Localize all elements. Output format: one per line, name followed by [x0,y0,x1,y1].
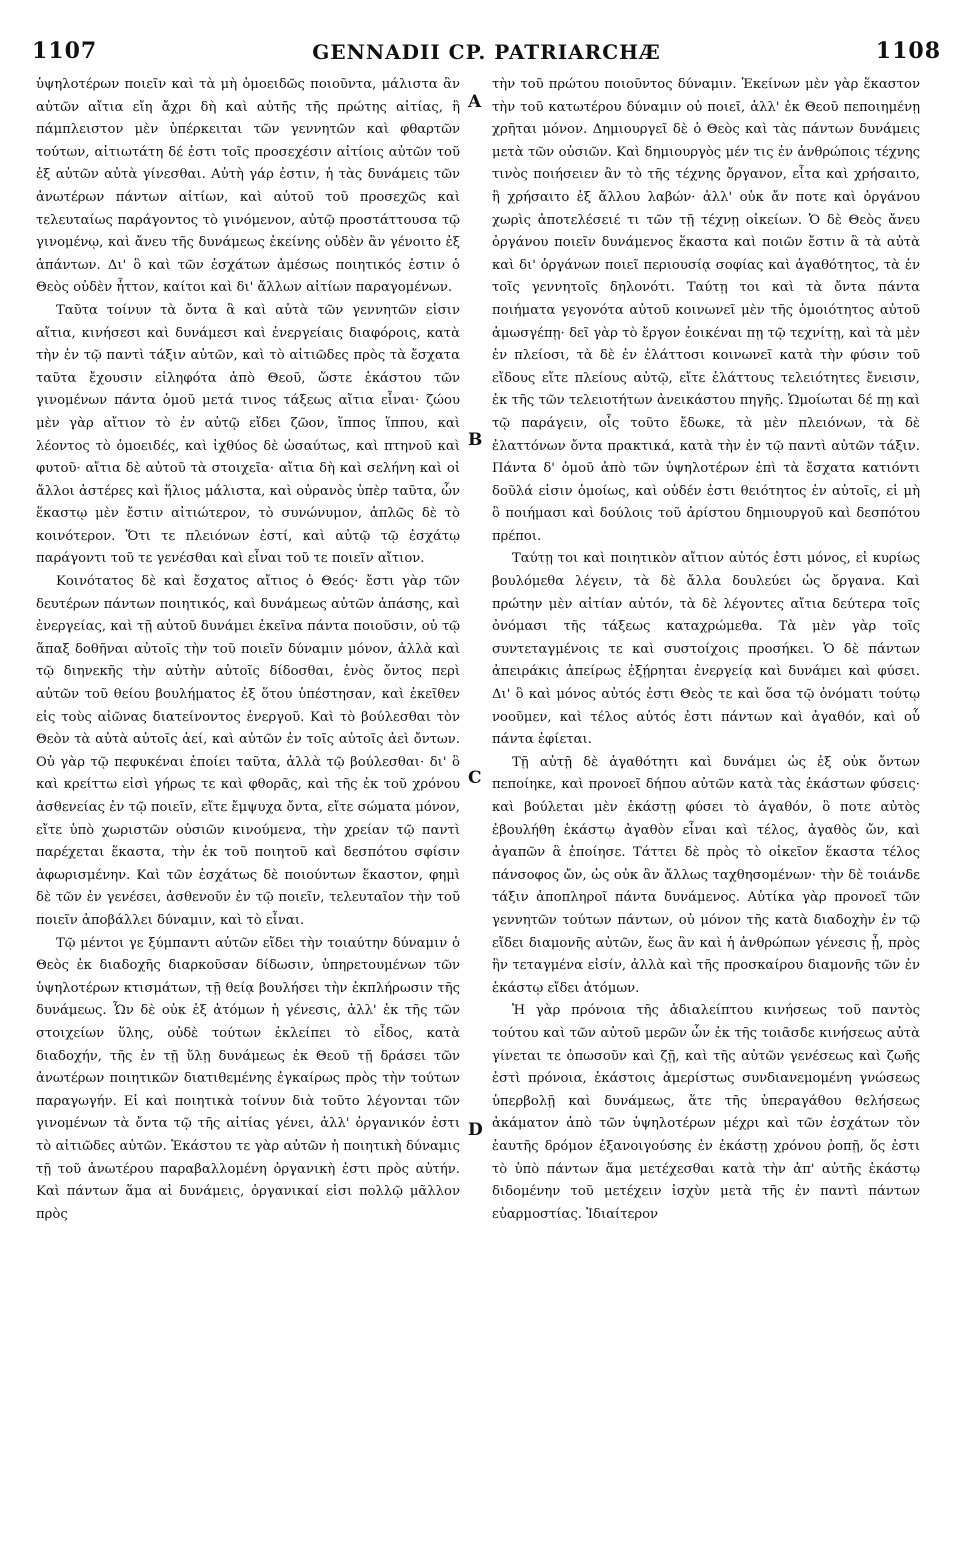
section-marker-b: B [468,430,483,450]
paragraph: Ταύτῃ τοι καὶ ποιητικὸν αἴτιον αὐτός ἐστι μόνος, εἰ κυρίως βουλόμεθα λέγειν, τὰ δὲ ἄλλα δουλεύει ὡς ὄργανα. Καὶ πρώτην μὲν αἰτίαν αὐτόν, τὰ δὲ λέγοντες αἴτια δεύτερα τοῖς ὀνόμασι τῆς τάξεως καταχρώμεθα. Τὰ μὲν γὰρ τοῖς συντεταγμένοις τε καὶ συστοίχοις προσήκει. Ὁ δὲ πάντων ἀπειράκις ἀπείρως ἐξῄρηται ἐνεργείᾳ καὶ δυνάμει καὶ φύσει. Δι' ὃ καὶ μόνος αὐτός ἐστι Θεὸς τε καὶ ὅσα τῷ ὀνόματι τούτῳ νοοῦμεν, καὶ τέλος αὐτός ἐστι πάντων καὶ ἀγαθόν, καὶ οὗ πάντα ἐφίεται. [492,551,920,748]
section-marker-c: C [468,768,482,788]
page-number-left: 1107 [32,38,98,64]
paragraph: ὑψηλοτέρων ποιεῖν καὶ τὰ μὴ ὁμοειδῶς ποιοῦντα, μάλιστα ἂν αὐτῶν αἴτια εἴη ἄχρι δὴ καὶ αὐτῆς τῆς πρώτης αἰτίας, ἣ πάμπλειστον μὲν ὑπέρκειται τῶν γεννητῶν καὶ φθαρτῶν τούτων, αἰτιωτάτη δέ ἐστι τοῖς προσεχέσιν αἰτίοις αὐτῶν τοῦ ἐξ αὐτῶν αὐτὰ γίνεσθαι. Αὐτὴ γάρ ἐστιν, ἡ τὰς δυνάμεις τῶν ἀνωτέρων πάντων αἰτίων, καὶ αὐτοῦ τοῦ προσεχῶς καὶ τελευταίως παράγοντος τὸ γινόμενον, αὐτῷ προστάττουσα τῷ γινομένῳ, καὶ ἄνευ τῆς δυνάμεως ἐκείνης οὐδὲν ἂν γένοιτο ἐξ ἁπάντων. Δι' ὃ καὶ τῶν ἐσχάτων ἀμέσως ποιητικός ἐστιν ὁ Θεὸς οὐδὲν ἧττον, καίτοι καὶ δι' ἄλλων αἰτίων παραγομένων. [36,77,460,296]
section-marker-a: A [468,92,482,112]
paragraph: Τῷ μέντοι γε ξύμπαντι αὐτῶν εἴδει τὴν τοιαύτην δύναμιν ὁ Θεὸς ἐκ διαδοχῆς διαρκοῦσαν δίδωσιν, ὑπηρετουμένων τῶν ὑψηλοτέρων κτισμάτων, τῇ θείᾳ βουλήσει τὴν ἐκπλήρωσιν τῆς δυνάμεως. Ὧν δὲ οὐκ ἐξ ἀτόμων ἡ γένεσις, ἀλλ' ἐκ τῆς τῶν στοιχείων ὕλης, οὐδὲ τούτων ἐκλείπει τὸ εἶδος, κατὰ διαδοχήν, τῆς ἐν τῇ ὕλῃ δυνάμεως ἐκ Θεοῦ τῇ δράσει τῶν ἀνωτέρων ποιητικῶν διατιθεμένης ἐγκαίρως πρὸς τὴν τούτων παραγωγήν. Εἰ καὶ ποιητικὰ τοίνυν διὰ τοῦτο λέγονται τῶν γινομένων τὰ ὄντα τῷ τῆς αἰτίας γένει, ἀλλ' ὀργανικόν ἐστι τὸ αἰτιῶδες αὐτῶν. Ἑκάστου τε γὰρ αὐτῶν ἡ ποιητικὴ δύναμις τῇ τοῦ ἀνωτέρου παραβαλλομένη ὀργανικὴ ἐστι πρὸς αὐτήν. Καὶ πάντων ἅμα αἱ δυνάμεις, ὀργανικαί εἰσι πολλῷ μᾶλλον πρὸς [36,935,460,1222]
paragraph: Ταῦτα τοίνυν τὰ ὄντα ἃ καὶ αὐτὰ τῶν γεννητῶν εἰσιν αἴτια, κινήσεσι καὶ δυνάμεσι καὶ ἐνεργείαις διαφόροις, κατὰ τὴν ἐν τῷ παντὶ τάξιν αὐτῶν, καὶ τὸ αἰτιῶδες πρὸς τὰ ἔσχατα ταῦτα ἔχουσιν εἰληφότα ἀπὸ Θεοῦ, ὥστε ἑκάστου τῶν γινομένων πάντα ὁμοῦ μετά τινος τάξεως αἴτια εἶναι· ζώου μὲν γὰρ αἴτιον τὸ ἐν αὐτῷ εἴδει ζῶον, ἵππος ἵππου, καὶ λέοντος τὸ ὁμοειδές, καὶ ἰχθύος δὲ ὡσαύτως, καὶ πτηνοῦ καὶ φυτοῦ· αἴτια δὲ αὐτοῦ τὰ στοιχεῖα· αἴτια δὴ καὶ σελήνη καὶ οἱ ἄλλοι ἀστέρες καὶ ἥλιος μάλιστα, καὶ οὐρανὸς ὑπὲρ ταῦτα, ὧν ἕκαστῳ μὲν ἔστιν αἰτιώτερον, τὸ συνώνυμον, ἁπλῶς δὲ τὸ κοινότερον. Ὅτι τε πλειόνων ἐστί, καὶ αὐτῷ τῷ ἐσχάτῳ παράγοντι τοῦ τε γενέσθαι καὶ εἶναι τοῦ τε ποιεῖν αἴτιον. [36,302,460,567]
paragraph: τὴν τοῦ πρώτου ποιοῦντος δύναμιν. Ἐκείνων μὲν γὰρ ἕκαστον τὴν τοῦ κατωτέρου δύναμιν οὐ ποιεῖ, ἀλλ' ἐκ Θεοῦ πεποιημένῃ χρῆται μόνον. Δημιουργεῖ δὲ ὁ Θεὸς καὶ τὰς πάντων δυνάμεις μετὰ τῶν οὐσιῶν. Καὶ δημιουργὸς μέν τις ἐν ἀνθρώποις τέχνης τινὸς ποιήσειεν ἂν τὸ τῆς τέχνης ὄργανον, εἶτα καὶ χρήσαιτο, ἢ χρήσαιτο ἐξ ἄλλου λαβών· ἀλλ' οὐκ ἄν ποτε καὶ ὀργάνου χωρὶς ἀποτελέσειέ τι τῶν τῇ τέχνῃ οἰκείων. Ὁ δὲ Θεὸς ἄνευ ὀργάνου ποιεῖν δυνάμενος ἕκαστα καὶ ποιῶν ἔστιν ἃ τὰ αὐτὰ καὶ δι' ὀργάνων ποιεῖ περιουσίᾳ σοφίας καὶ ἀγαθότητος, τὰ ἐν τοῖς γεννητοῖς δηλονότι. Ταύτῃ τοι καὶ τὰ ὄντα πάντα ποιήματα γεγονότα αὐτοῦ κοινωνεῖ μὲν τῆς ὁμοιότητος αὐτοῦ ἀμωσγέπῃ· δεῖ γὰρ τὸ ἔργον ἐοικέναι πῃ τῷ τεχνίτῃ, καὶ τὰ μὲν ἐν πλείοσι, τὰ δὲ ἐν ἐλάττοσι κοινωνεῖ κατὰ τὴν φύσιν τοῦ εἴδους εἴτε πλείους αὐτῷ, εἴτε ἐλάττους τελειότητες ἔνεισιν, ἐκ τῆς τῶν τελειοτήτων ἀνεικάστου πηγῆς. Ὡμοίωται δέ πῃ καὶ τῷ παράγειν, οἷς τοῦτο ἔδωκε, τὰ μὲν πλειόνων, τὰ δὲ ἐλαττόνων ὄντα πρακτικά, κατὰ τὴν ἐν τῷ παντὶ αὐτῶν τάξιν. Πάντα δ' ὁμοῦ ἀπὸ τῶν ὑψηλοτέρων ἐπὶ τὰ ἔσχατα κατιόντι δοῦλά εἰσιν ὁμοίως, καὶ οὐδέν ἐστι θειότητος ἐν αὐτοῖς, εἰ μὴ ὃ ποιήμασι καὶ δούλοις τοῦ ἀρίστου δημιουργοῦ καὶ δεσπότου πρέποι. [492,77,920,544]
paragraph: Κοινότατος δὲ καὶ ἔσχατος αἴτιος ὁ Θεός· ἔστι γὰρ τῶν δευτέρων πάντων ποιητικός, καὶ δυνάμεως αὐτῶν ἁπάσης, καὶ ἐνεργείας, καὶ τῇ αὐτοῦ δυνάμει ἐκεῖνα πάντα ποιοῦσιν, οὐ τῷ ἅπαξ δοθῆναι αὐτοῖς τὴν τοῦ ποιεῖν δύναμιν μόνον, ἀλλὰ καὶ τῷ διηνεκῆς τὴν αὐτὴν αὐτοῖς δίδοσθαι, ἑνὸς ὄντος περὶ αὐτῶν τοῦ θείου βουλήματος ἐξ ὅτου ὑπέστησαν, καὶ ἐκεῖθεν εἰς τοὺς αἰῶνας διατείνοντος ἐνεργοῦ. Καὶ τὸ βούλεσθαι τὸν Θεὸν τὰ αὐτὰ αὐτοῖς ἀεί, καὶ αὐτῶν ἐν τοῖς αὐτοῖς ἀεὶ ὄντων. Οὐ γὰρ τῷ πεφυκέναι ἐποίει ταῦτα, ἀλλὰ τῷ βούλεσθαι· δι' ὃ καὶ κρείττω εἰσὶ γήρως τε καὶ φθορᾶς, καὶ τῆς ἐκ τοῦ χρόνου ἀσθενείας ἐν τῷ ποιεῖν, εἴτε ἔμψυχα ὄντα, εἴτε σώματα μόνον, εἴτε ὑπὸ χωριστῶν οὐσιῶν κινούμενα, τὴν χρείαν τῷ παντὶ παρέχεται ἕκαστα, τὴν ἐκ τοῦ ποιητοῦ καὶ δεσπότου σφίσιν ἀφωρισμένην. Καὶ τῶν ἐσχάτως δὲ ποιούντων ἕκαστον, φημὶ δὲ τῶν ἐν γενέσει, ἀσθενοῦν ἐν τῷ ποιεῖν, τελευταῖον τὴν τοῦ ποιεῖν ἀποβάλλει δύναμιν, καὶ τὸ εἶναι. [36,574,460,928]
page-number-right: 1108 [875,38,941,64]
right-column [492,74,920,1544]
paragraph: Τῇ αὐτῇ δὲ ἀγαθότητι καὶ δυνάμει ὡς ἐξ οὐκ ὄντων πεποίηκε, καὶ προνοεῖ δήπου αὐτῶν κατὰ τὰς ἑκάστων φύσεις· καὶ βούλεται μὲν ἑκάστῃ φύσει τὸ ἀγαθόν, ὃ ποτε αὐτὸς ἐβουλήθη ἑκάστῳ ἀγαθὸν εἶναι καὶ τέλος, ἀγαθὸς ὤν, καὶ ἀγαπῶν ἃ ἐποίησε. Τάττει δὲ πρὸς τὸ οἰκεῖον ἕκαστα τέλος πάνσοφος ὤν, ὡς οὐκ ἂν ἄλλως ταχθησομένων· τὴν δὲ τοιάνδε τάξιν ἀποπληροῖ πάντα δυνάμενος. Αὐτίκα γὰρ προνοεῖ τῶν γεννητῶν τούτων πάντων, οὐ μόνον τῆς κατὰ διαδοχὴν ἐν τῷ εἴδει διαμονῆς αὐτῶν, ἕως ἂν καὶ ἡ ἀνθρώπων γένεσις ᾖ, πρὸς ἣν τεταγμένα εἰσίν, ἀλλὰ καὶ τῆς προσκαίρου διαμονῆς τῶν ἐν ἑκάστῳ εἴδει ἀτόμων. [492,754,920,996]
paragraph: Ἡ γὰρ πρόνοια τῆς ἀδιαλείπτου κινήσεως τοῦ παντὸς τούτου καὶ τῶν αὐτοῦ μερῶν ὧν ἐκ τῆς τοιᾶσδε κινήσεως αὐτὰ γίνεται τε ὁπωσοῦν καὶ ζῇ, καὶ τῆς αὐτῶν γενέσεως καὶ ζωῆς ἐστὶ πρόνοια, ἑκάστοις ἀμερίστως συνδιανεμομένη γνώσεως ὑπερβολῇ καὶ δυνάμεως, ἅτε τῆς ὑπεραγάθου θελήσεως ἀκάματον ἀπὸ τῶν ὑψηλοτέρων μέχρι καὶ τῶν ἐσχάτων τὸν ἑαυτῆς δρόμον ἐξανοιγούσης ἐν ἑκάστῃ χρόνου ῥοπῇ, ὅς ἐστι τὸ ὑπὸ πάντων ἅμα μετέχεσθαι κατὰ τὴν ἀπ' αὐτῆς ἑκάστῳ διδομένην τοῦ μετέχειν ἰσχὺν μετὰ τῆς ἐν παντὶ πάντων εὐαρμοστίας. Ἰδιαίτερον [492,1003,920,1222]
page-header [32,38,941,72]
running-title: GENNADII CP. PATRIARCHÆ [312,40,661,64]
left-column [36,74,460,1544]
section-marker-d: D [468,1120,483,1140]
